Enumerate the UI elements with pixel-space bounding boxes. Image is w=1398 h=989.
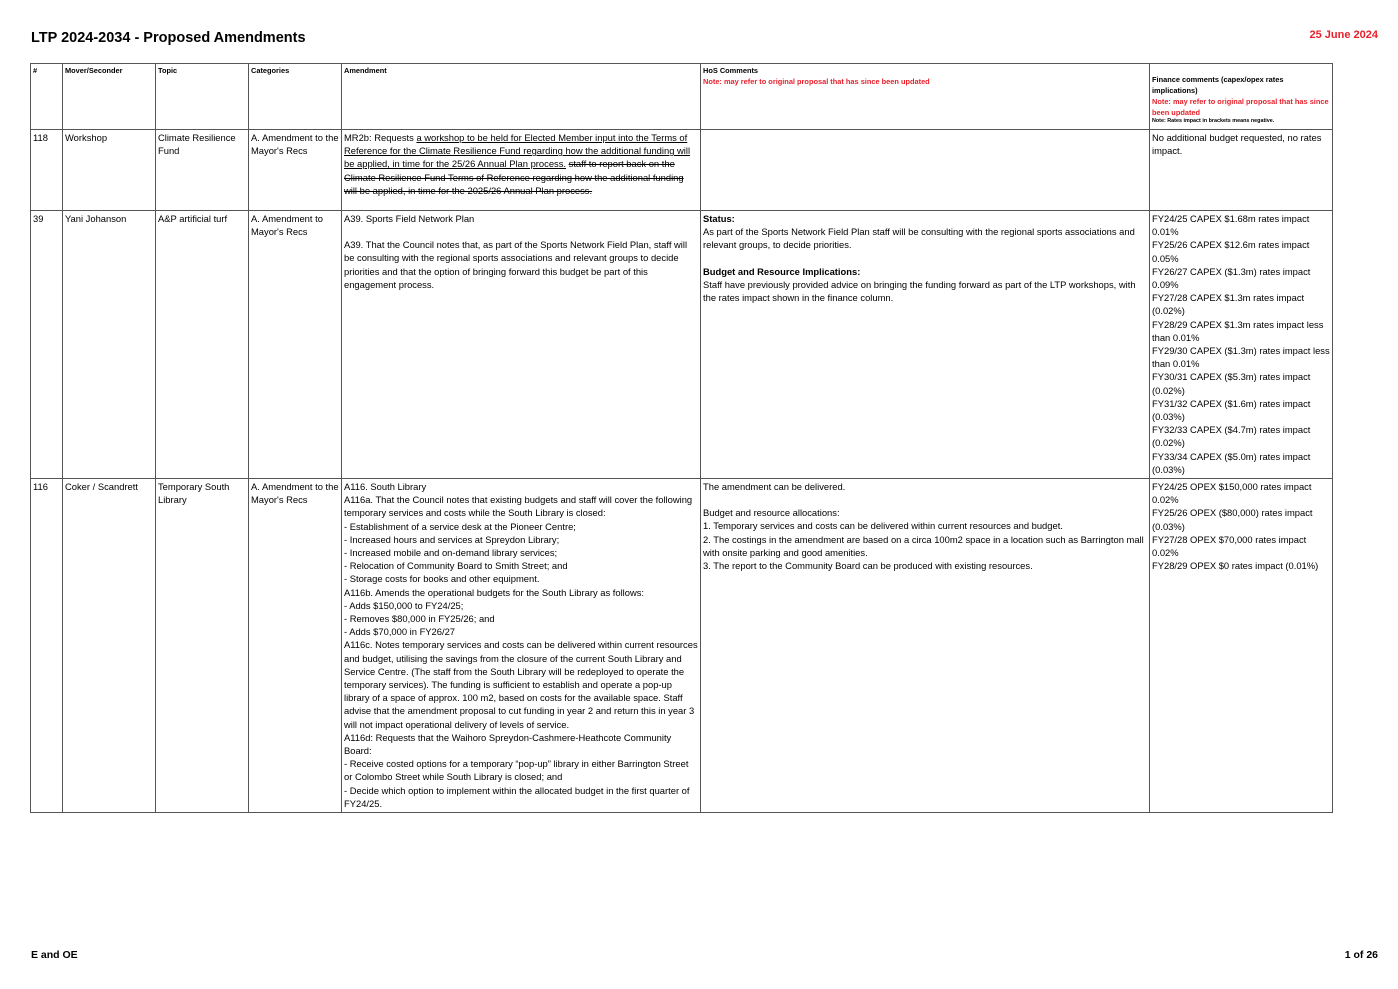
- col-header-finance: [1150, 64, 1333, 130]
- row-number: 116: [31, 479, 63, 813]
- hos-summary: The amendment can be delivered.: [703, 481, 846, 492]
- finance-line: FY28/29 OPEX $0 rates impact (0.01%): [1152, 560, 1319, 572]
- amendment-line: A116c. Notes temporary services and costs can be delivered within current resources and budget, utilising the savings from the closure of the current South Library and Service Centre. (The staff from the South Library will be redeployed to operate the temporary services). The funding is sufficient to establish and operate a pop-up library of a space of approx. 100 m2, based on costs for the available space. Staff advise that the amendment proposal to cut funding in year 2 and return this in year 3 will not impact operational delivery of levels of service.: [344, 639, 698, 730]
- row-finance: No additional budget requested, no rates impact.: [1150, 130, 1333, 211]
- amendment-line: - Increased hours and services at Spreydon Library;: [344, 533, 560, 545]
- amendment-lead: MR2b: Requests: [344, 132, 417, 143]
- page-number: 1 of 26: [1344, 949, 1378, 961]
- row-finance: [1150, 479, 1333, 813]
- row-hos-comments: [701, 211, 1150, 479]
- amendments-table: [30, 63, 1333, 813]
- hos-status-text: As part of the Sports Network Field Plan staff will be consulting with the regional sports associations and relevant groups, to decide priorities.: [703, 226, 1135, 251]
- row-number: 39: [31, 211, 63, 479]
- amendment-line: - Removes $80,000 in FY25/26; and: [344, 613, 495, 625]
- amendment-line: A116b. Amends the operational budgets for the South Library as follows:: [344, 586, 645, 598]
- col-header-categories: Categories: [249, 64, 342, 130]
- table-header-row: [31, 64, 1333, 130]
- finance-line: FY24/25 OPEX $150,000 rates impact 0.02%: [1152, 481, 1312, 506]
- page-title: LTP 2024-2034 - Proposed Amendments: [31, 30, 306, 46]
- row-mover: Coker / Scandrett: [63, 479, 156, 813]
- col-header-amendment: Amendment: [342, 64, 701, 130]
- amendment-title: A39. Sports Field Network Plan: [344, 213, 475, 224]
- finance-line: FY29/30 CAPEX ($1.3m) rates impact less than 0.01%: [1152, 345, 1330, 370]
- amendment-line: - Storage costs for books and other equipment.: [344, 573, 540, 585]
- finance-line: FY28/29 CAPEX $1.3m rates impact less than 0.01%: [1152, 318, 1324, 343]
- row-number: 118: [31, 130, 63, 211]
- finance-line: FY31/32 CAPEX ($1.6m) rates impact (0.03%): [1152, 397, 1311, 423]
- amendment-line: A116a. That the Council notes that existing budgets and staff will cover the following temporary services and costs while the South Library is closed:: [344, 494, 693, 519]
- row-category: A. Amendment to the Mayor's Recs: [249, 130, 342, 211]
- footer-disclaimer: E and OE: [31, 949, 78, 961]
- row-topic: Climate Resilience Fund: [156, 130, 249, 211]
- hos-header-note: Note: may refer to original proposal that has since been updated: [703, 77, 930, 86]
- row-category: A. Amendment to the Mayor's Recs: [249, 479, 342, 813]
- hos-budget-text: Staff have previously provided advice on bringing the funding forward as part of the LTP workshops, with the rates impact shown in the finance column.: [703, 278, 1136, 304]
- row-amendment: [342, 130, 701, 211]
- hos-status-label: Status:: [703, 213, 735, 224]
- amendment-line: - Adds $150,000 to FY24/25;: [344, 599, 464, 611]
- amendment-line: - Relocation of Community Board to Smith Street; and: [344, 560, 568, 572]
- col-header-number: #: [31, 64, 63, 130]
- table-row: [31, 211, 1333, 479]
- row-topic: Temporary South Library: [156, 479, 249, 813]
- finance-header-small-note: Note: Rates impact in brackets means negative.: [1152, 118, 1275, 124]
- amendment-line: - Increased mobile and on-demand library services;: [344, 547, 558, 559]
- row-category: A. Amendment to Mayor's Recs: [249, 211, 342, 479]
- finance-line: FY27/28 OPEX $70,000 rates impact 0.02%: [1152, 533, 1307, 559]
- finance-header-label: Finance comments (capex/opex rates implications): [1152, 75, 1284, 95]
- row-mover: Yani Johanson: [63, 211, 156, 479]
- amendment-line: - Adds $70,000 in FY26/27: [344, 626, 456, 638]
- hos-budget-label: Budget and Resource Implications:: [703, 265, 861, 277]
- amendment-line: A116d: Requests that the Waihoro Spreydon-Cashmere-Heathcote Community Board:: [344, 731, 672, 757]
- finance-header-note: Note: may refer to original proposal that has since been updated: [1152, 97, 1329, 117]
- finance-line: FY30/31 CAPEX ($5.3m) rates impact (0.02%): [1152, 371, 1311, 396]
- hos-point: 1. Temporary services and costs can be delivered within current resources and budget.: [703, 520, 1063, 532]
- amendment-line: - Decide which option to implement within the allocated budget in the first quarter of FY24/25.: [344, 784, 690, 809]
- col-header-mover: Mover/Seconder: [63, 64, 156, 130]
- finance-line: FY25/26 OPEX ($80,000) rates impact (0.03%): [1152, 507, 1313, 532]
- row-mover: Workshop: [63, 130, 156, 211]
- row-hos-comments: [701, 479, 1150, 813]
- finance-line: FY26/27 CAPEX ($1.3m) rates impact 0.09%: [1152, 265, 1311, 291]
- table-row: [31, 130, 1333, 211]
- hos-point: 2. The costings in the amendment are based on a circa 100m2 space in a location such as Barrington mall with onsite parking and good amenities.: [703, 533, 1144, 558]
- hos-alloc-label: Budget and resource allocations:: [703, 507, 840, 519]
- col-header-hos: [701, 64, 1150, 130]
- table-row: [31, 479, 1333, 813]
- finance-line: FY24/25 CAPEX $1.68m rates impact 0.01%: [1152, 213, 1310, 238]
- finance-line: FY33/34 CAPEX ($5.0m) rates impact (0.03%): [1152, 450, 1311, 475]
- amendment-deleted-text: staff to report back on the Climate Resilience Fund Terms of Reference regarding how the additional funding will be applied, in time for the 2025/26 Annual Plan process.: [344, 158, 684, 196]
- document-date: 25 June 2024: [1309, 29, 1378, 41]
- finance-line: FY32/33 CAPEX ($4.7m) rates impact (0.02%): [1152, 424, 1311, 449]
- row-finance: [1150, 211, 1333, 479]
- hos-header-label: HoS Comments: [703, 66, 759, 75]
- hos-point: 3. The report to the Community Board can be produced with existing resources.: [703, 560, 1033, 572]
- amendment-line: A116. South Library: [344, 481, 427, 492]
- row-amendment: [342, 211, 701, 479]
- amendment-line: - Receive costed options for a temporary “pop-up” library in either Barrington Street or Colombo Street while South Library is closed; and: [344, 758, 689, 783]
- amendment-line: - Establishment of a service desk at the Pioneer Centre;: [344, 520, 576, 532]
- col-header-topic: Topic: [156, 64, 249, 130]
- row-amendment: [342, 479, 701, 813]
- finance-line: FY27/28 CAPEX $1.3m rates impact (0.02%): [1152, 292, 1305, 317]
- row-topic: A&P artificial turf: [156, 211, 249, 479]
- amendment-inserted-text: a workshop to be held for Elected Member input into the Terms of Reference for the Climate Resilience Fund regarding how the additional funding will be applied, in time for the 25/26 Annual Plan process.: [344, 132, 691, 170]
- row-hos-comments: [701, 130, 1150, 211]
- amendment-body: A39. That the Council notes that, as part of the Sports Network Field Plan, staff will be consulting with the regional sports associations and relevant groups to decide priorities and that the option of bringing forward this budget be part of this engagement process.: [344, 239, 688, 290]
- finance-line: FY25/26 CAPEX $12.6m rates impact 0.05%: [1152, 239, 1310, 264]
